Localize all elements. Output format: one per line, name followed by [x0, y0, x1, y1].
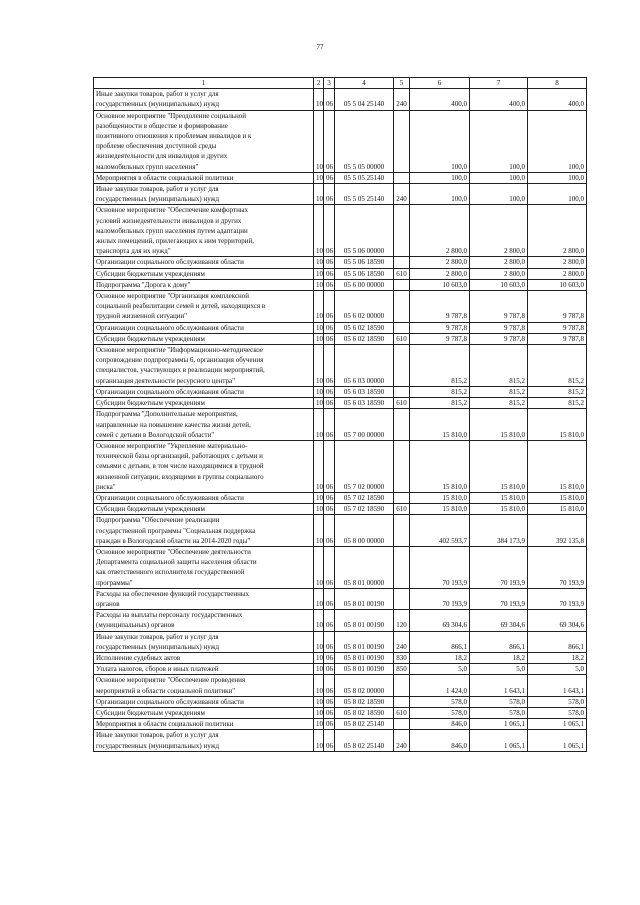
row-amount-col8: 1 643,1 — [528, 675, 587, 696]
row-subsection: 06 — [324, 110, 335, 172]
row-amount-col8: 100,0 — [528, 184, 587, 205]
row-section: 10 — [314, 492, 324, 503]
table-row — [94, 89, 587, 110]
row-section: 10 — [314, 322, 324, 333]
row-amount-col8: 392 135,8 — [528, 515, 587, 547]
row-section: 10 — [314, 257, 324, 268]
row-expense-type — [394, 386, 410, 397]
row-expense-type: 610 — [394, 504, 410, 515]
row-amount-col8: 18,2 — [528, 652, 587, 663]
row-section: 10 — [314, 664, 324, 675]
row-amount-col7: 15 810,0 — [470, 504, 528, 515]
row-target-article: 05 8 01 00000 — [335, 546, 394, 588]
row-expense-type — [394, 546, 410, 588]
row-target-article: 05 6 02 18590 — [335, 333, 394, 344]
row-amount-col6: 15 810,0 — [410, 492, 470, 503]
row-amount-col7: 1 643,1 — [470, 675, 528, 696]
row-target-article: 05 7 00 00000 — [335, 409, 394, 441]
row-amount-col7: 15 810,0 — [470, 440, 528, 492]
row-amount-col8: 9 787,8 — [528, 322, 587, 333]
row-name: Организации социального обслуживания области — [94, 696, 314, 707]
row-expense-type — [394, 257, 410, 268]
page-number: 77 — [316, 43, 324, 51]
row-section: 10 — [314, 205, 324, 257]
row-section: 10 — [314, 291, 324, 323]
header-col-2: 2 — [314, 78, 324, 89]
row-amount-col6: 578,0 — [410, 707, 470, 718]
row-subsection: 06 — [324, 588, 335, 609]
row-section: 10 — [314, 696, 324, 707]
row-subsection: 06 — [324, 652, 335, 663]
row-amount-col8: 5,0 — [528, 664, 587, 675]
header-col-3: 3 — [324, 78, 335, 89]
table-row — [94, 440, 587, 492]
table-row — [94, 172, 587, 183]
row-amount-col6: 400,0 — [410, 89, 470, 110]
row-name: Субсидии бюджетным учреждениям — [94, 398, 314, 409]
row-section: 10 — [314, 631, 324, 652]
row-amount-col6: 402 593,7 — [410, 515, 470, 547]
header-col-7: 7 — [470, 78, 528, 89]
row-name: Субсидии бюджетным учреждениям — [94, 333, 314, 344]
row-amount-col8: 70 193,9 — [528, 588, 587, 609]
row-subsection: 06 — [324, 89, 335, 110]
row-target-article: 05 8 02 18590 — [335, 696, 394, 707]
row-target-article: 05 5 05 25140 — [335, 184, 394, 205]
row-target-article: 05 8 01 00190 — [335, 664, 394, 675]
row-name: Субсидии бюджетным учреждениям — [94, 268, 314, 279]
row-amount-col8: 578,0 — [528, 696, 587, 707]
row-expense-type — [394, 345, 410, 387]
table-row — [94, 504, 587, 515]
row-subsection: 06 — [324, 610, 335, 631]
row-expense-type — [394, 205, 410, 257]
row-amount-col8: 15 810,0 — [528, 492, 587, 503]
row-amount-col6: 100,0 — [410, 110, 470, 172]
row-amount-col7: 9 787,8 — [470, 322, 528, 333]
table-row — [94, 675, 587, 696]
row-name: Основное мероприятие "Преодоление социальной разобщенности в обществе и формирование позитивного отношения к проблемам инвалидов и к проблеме обеспечения доступной среды жизнедеятельности для инвалидов и других маломобильных групп населения" — [94, 110, 314, 172]
row-amount-col6: 18,2 — [410, 652, 470, 663]
row-expense-type — [394, 279, 410, 290]
row-subsection: 06 — [324, 172, 335, 183]
row-amount-col8: 866,1 — [528, 631, 587, 652]
row-target-article: 05 7 02 00000 — [335, 440, 394, 492]
row-amount-col8: 100,0 — [528, 110, 587, 172]
row-expense-type: 240 — [394, 184, 410, 205]
row-amount-col8: 2 800,0 — [528, 257, 587, 268]
row-amount-col7: 400,0 — [470, 89, 528, 110]
row-amount-col7: 384 173,9 — [470, 515, 528, 547]
row-name: Иные закупки товаров, работ и услуг для государственных (муниципальных) нужд — [94, 184, 314, 205]
row-amount-col8: 2 800,0 — [528, 205, 587, 257]
table-row — [94, 291, 587, 323]
row-amount-col7: 1 065,1 — [470, 730, 528, 751]
row-expense-type: 610 — [394, 333, 410, 344]
row-amount-col8: 2 800,0 — [528, 268, 587, 279]
row-subsection: 06 — [324, 515, 335, 547]
row-amount-col8: 815,2 — [528, 345, 587, 387]
row-section: 10 — [314, 279, 324, 290]
row-subsection: 06 — [324, 205, 335, 257]
row-amount-col8: 15 810,0 — [528, 504, 587, 515]
row-subsection: 06 — [324, 279, 335, 290]
table-row — [94, 631, 587, 652]
table-row — [94, 588, 587, 609]
row-target-article: 05 5 06 18590 — [335, 268, 394, 279]
row-expense-type — [394, 515, 410, 547]
row-expense-type — [394, 675, 410, 696]
row-expense-type: 610 — [394, 707, 410, 718]
row-amount-col6: 70 193,9 — [410, 588, 470, 609]
row-amount-col7: 578,0 — [470, 696, 528, 707]
row-target-article: 05 8 02 00000 — [335, 675, 394, 696]
row-amount-col6: 15 810,0 — [410, 440, 470, 492]
row-amount-col7: 5,0 — [470, 664, 528, 675]
table-row — [94, 279, 587, 290]
row-expense-type: 240 — [394, 89, 410, 110]
table-row — [94, 398, 587, 409]
row-target-article: 05 6 03 00000 — [335, 345, 394, 387]
row-subsection: 06 — [324, 707, 335, 718]
row-name: Подпрограмма "Дополнительные мероприятия, направленные на повышение качества жизни детей, семей с детьми в Вологодской области" — [94, 409, 314, 441]
row-expense-type — [394, 719, 410, 730]
row-name: Основное мероприятие "Обеспечение деятельности Департамента социальной защиты населения области как ответственного исполнителя государственной программы" — [94, 546, 314, 588]
row-section: 10 — [314, 345, 324, 387]
row-amount-col7: 100,0 — [470, 184, 528, 205]
row-amount-col8: 578,0 — [528, 707, 587, 718]
row-section: 10 — [314, 440, 324, 492]
row-section: 10 — [314, 652, 324, 663]
row-amount-col8: 100,0 — [528, 172, 587, 183]
table-header-row — [94, 78, 587, 89]
row-subsection: 06 — [324, 291, 335, 323]
row-target-article: 05 8 01 00190 — [335, 652, 394, 663]
row-subsection: 06 — [324, 492, 335, 503]
row-amount-col8: 1 065,1 — [528, 719, 587, 730]
row-section: 10 — [314, 719, 324, 730]
row-target-article: 05 6 02 18590 — [335, 322, 394, 333]
row-amount-col6: 70 193,9 — [410, 546, 470, 588]
row-amount-col7: 1 065,1 — [470, 719, 528, 730]
row-target-article: 05 5 06 18590 — [335, 257, 394, 268]
row-subsection: 06 — [324, 345, 335, 387]
row-subsection: 06 — [324, 730, 335, 751]
row-subsection: 06 — [324, 546, 335, 588]
row-amount-col6: 15 810,0 — [410, 504, 470, 515]
row-subsection: 06 — [324, 440, 335, 492]
row-amount-col6: 100,0 — [410, 184, 470, 205]
row-amount-col8: 9 787,8 — [528, 291, 587, 323]
row-amount-col7: 9 787,8 — [470, 291, 528, 323]
table-row — [94, 610, 587, 631]
row-expense-type: 610 — [394, 268, 410, 279]
row-target-article: 05 8 01 00190 — [335, 610, 394, 631]
row-amount-col8: 15 810,0 — [528, 440, 587, 492]
row-target-article: 05 5 06 00000 — [335, 205, 394, 257]
row-amount-col8: 70 193,9 — [528, 546, 587, 588]
row-subsection: 06 — [324, 257, 335, 268]
row-amount-col7: 815,2 — [470, 386, 528, 397]
row-section: 10 — [314, 730, 324, 751]
row-name: Подпрограмма "Дорога к дому" — [94, 279, 314, 290]
row-amount-col7: 578,0 — [470, 707, 528, 718]
row-amount-col6: 100,0 — [410, 172, 470, 183]
row-target-article: 05 5 05 00000 — [335, 110, 394, 172]
row-amount-col6: 5,0 — [410, 664, 470, 675]
table-row — [94, 386, 587, 397]
row-subsection: 06 — [324, 696, 335, 707]
row-name: Основное мероприятие "Обеспечение комфортных условий жизнедеятельности инвалидов и других маломобильных групп населения путем адаптации жилых помещений, прилегающих к ним территорий, транспорта для их нужд" — [94, 205, 314, 257]
table-row — [94, 664, 587, 675]
row-amount-col6: 2 800,0 — [410, 257, 470, 268]
row-amount-col6: 15 810,0 — [410, 409, 470, 441]
row-section: 10 — [314, 707, 324, 718]
row-subsection: 06 — [324, 333, 335, 344]
row-section: 10 — [314, 184, 324, 205]
row-section: 10 — [314, 110, 324, 172]
table-row — [94, 515, 587, 547]
table-row — [94, 268, 587, 279]
row-amount-col6: 2 800,0 — [410, 205, 470, 257]
table-row — [94, 707, 587, 718]
row-section: 10 — [314, 398, 324, 409]
row-expense-type — [394, 492, 410, 503]
table-row — [94, 652, 587, 663]
row-name: Подпрограмма "Обеспечение реализации государственной программы "Социальная поддержка граждан в Вологодской области на 2014-2020 годы" — [94, 515, 314, 547]
row-amount-col6: 846,0 — [410, 730, 470, 751]
table-row — [94, 730, 587, 751]
table-row — [94, 257, 587, 268]
row-amount-col6: 846,0 — [410, 719, 470, 730]
row-expense-type — [394, 322, 410, 333]
row-subsection: 06 — [324, 675, 335, 696]
row-section: 10 — [314, 386, 324, 397]
row-amount-col8: 815,2 — [528, 386, 587, 397]
table-row — [94, 492, 587, 503]
header-col-4: 4 — [335, 78, 394, 89]
row-expense-type: 240 — [394, 631, 410, 652]
row-target-article: 05 8 02 18590 — [335, 707, 394, 718]
row-name: Исполнение судебных актов — [94, 652, 314, 663]
row-name: Основное мероприятие "Укрепление материально- технической базы организаций, работающих с детьми и семьями с детьми, в том числе находящимися в трудной жизненной ситуации, входящими в группы социального риска" — [94, 440, 314, 492]
row-name: Основное мероприятие "Информационно-методическое сопровождение подпрограммы 6, организация обучения специалистов, участвующих в реализации мероприятий, организация деятельности ресурсного центра" — [94, 345, 314, 387]
row-expense-type — [394, 588, 410, 609]
row-amount-col7: 2 800,0 — [470, 268, 528, 279]
table-row — [94, 110, 587, 172]
row-amount-col6: 866,1 — [410, 631, 470, 652]
row-name: Иные закупки товаров, работ и услуг для государственных (муниципальных) нужд — [94, 730, 314, 751]
row-name: Иные закупки товаров, работ и услуг для государственных (муниципальных) нужд — [94, 631, 314, 652]
row-amount-col8: 10 603,0 — [528, 279, 587, 290]
row-amount-col7: 815,2 — [470, 345, 528, 387]
row-subsection: 06 — [324, 398, 335, 409]
header-col-5: 5 — [394, 78, 410, 89]
row-subsection: 06 — [324, 184, 335, 205]
row-expense-type — [394, 172, 410, 183]
row-section: 10 — [314, 675, 324, 696]
row-amount-col7: 15 810,0 — [470, 409, 528, 441]
row-name: Организации социального обслуживания области — [94, 492, 314, 503]
row-section: 10 — [314, 333, 324, 344]
row-name: Организации социального обслуживания области — [94, 322, 314, 333]
row-amount-col6: 815,2 — [410, 345, 470, 387]
header-col-1: 1 — [94, 78, 314, 89]
row-amount-col8: 9 787,8 — [528, 333, 587, 344]
row-subsection: 06 — [324, 719, 335, 730]
row-target-article: 05 8 01 00190 — [335, 631, 394, 652]
row-expense-type: 240 — [394, 730, 410, 751]
row-amount-col8: 1 065,1 — [528, 730, 587, 751]
row-amount-col7: 815,2 — [470, 398, 528, 409]
row-expense-type — [394, 110, 410, 172]
row-amount-col7: 69 304,6 — [470, 610, 528, 631]
row-amount-col7: 866,1 — [470, 631, 528, 652]
row-name: Организации социального обслуживания области — [94, 257, 314, 268]
row-target-article: 05 6 00 00000 — [335, 279, 394, 290]
table-row — [94, 205, 587, 257]
row-target-article: 05 7 02 18590 — [335, 504, 394, 515]
table-row — [94, 184, 587, 205]
row-section: 10 — [314, 610, 324, 631]
table-row — [94, 345, 587, 387]
row-amount-col6: 578,0 — [410, 696, 470, 707]
row-name: Расходы на обеспечение функций государственных органов — [94, 588, 314, 609]
row-subsection: 06 — [324, 409, 335, 441]
row-amount-col7: 70 193,9 — [470, 588, 528, 609]
row-subsection: 06 — [324, 386, 335, 397]
row-target-article: 05 8 02 25140 — [335, 730, 394, 751]
row-amount-col8: 400,0 — [528, 89, 587, 110]
row-amount-col8: 15 810,0 — [528, 409, 587, 441]
row-subsection: 06 — [324, 631, 335, 652]
row-section: 10 — [314, 89, 324, 110]
row-expense-type: 850 — [394, 664, 410, 675]
row-target-article: 05 6 03 18590 — [335, 398, 394, 409]
row-amount-col6: 815,2 — [410, 386, 470, 397]
row-name: Мероприятия в области социальной политики — [94, 719, 314, 730]
row-amount-col7: 70 193,9 — [470, 546, 528, 588]
row-amount-col6: 815,2 — [410, 398, 470, 409]
row-amount-col7: 18,2 — [470, 652, 528, 663]
row-target-article: 05 6 03 18590 — [335, 386, 394, 397]
row-amount-col6: 69 304,6 — [410, 610, 470, 631]
row-target-article: 05 5 04 25140 — [335, 89, 394, 110]
row-target-article: 05 6 02 00000 — [335, 291, 394, 323]
row-subsection: 06 — [324, 664, 335, 675]
row-amount-col6: 2 800,0 — [410, 268, 470, 279]
row-expense-type — [394, 696, 410, 707]
row-name: Основное мероприятие "Организация комплексной социальной реабилитации семей и детей, находящихся в трудной жизненной ситуации" — [94, 291, 314, 323]
row-amount-col8: 815,2 — [528, 398, 587, 409]
row-name: Основное мероприятие "Обеспечение проведения мероприятий в области социальной политики" — [94, 675, 314, 696]
row-name: Расходы на выплаты персоналу государственных (муниципальных) органов — [94, 610, 314, 631]
row-expense-type: 830 — [394, 652, 410, 663]
table-row — [94, 409, 587, 441]
row-amount-col7: 100,0 — [470, 110, 528, 172]
row-name: Иные закупки товаров, работ и услуг для государственных (муниципальных) нужд — [94, 89, 314, 110]
row-expense-type — [394, 409, 410, 441]
row-amount-col6: 9 787,8 — [410, 322, 470, 333]
row-name: Субсидии бюджетным учреждениям — [94, 504, 314, 515]
table-row — [94, 333, 587, 344]
row-target-article: 05 5 05 25140 — [335, 172, 394, 183]
row-amount-col6: 9 787,8 — [410, 333, 470, 344]
header-col-6: 6 — [410, 78, 470, 89]
row-target-article: 05 8 01 00190 — [335, 588, 394, 609]
row-target-article: 05 8 00 00000 — [335, 515, 394, 547]
row-section: 10 — [314, 172, 324, 183]
row-amount-col6: 9 787,8 — [410, 291, 470, 323]
row-amount-col8: 69 304,6 — [528, 610, 587, 631]
row-section: 10 — [314, 504, 324, 515]
budget-table — [93, 77, 587, 752]
row-amount-col7: 100,0 — [470, 172, 528, 183]
row-section: 10 — [314, 409, 324, 441]
row-section: 10 — [314, 546, 324, 588]
row-amount-col6: 10 603,0 — [410, 279, 470, 290]
table-row — [94, 696, 587, 707]
row-amount-col7: 2 800,0 — [470, 205, 528, 257]
row-subsection: 06 — [324, 268, 335, 279]
row-section: 10 — [314, 588, 324, 609]
row-name: Субсидии бюджетным учреждениям — [94, 707, 314, 718]
row-expense-type: 610 — [394, 398, 410, 409]
row-section: 10 — [314, 515, 324, 547]
row-amount-col6: 1 424,0 — [410, 675, 470, 696]
row-target-article: 05 8 02 25140 — [335, 719, 394, 730]
row-name: Организации социального обслуживания области — [94, 386, 314, 397]
header-col-8: 8 — [528, 78, 587, 89]
row-amount-col7: 9 787,8 — [470, 333, 528, 344]
row-subsection: 06 — [324, 322, 335, 333]
row-name: Мероприятия в области социальной политики — [94, 172, 314, 183]
table-row — [94, 546, 587, 588]
row-amount-col7: 15 810,0 — [470, 492, 528, 503]
row-amount-col7: 10 603,0 — [470, 279, 528, 290]
row-target-article: 05 7 02 18590 — [335, 492, 394, 503]
row-section: 10 — [314, 268, 324, 279]
row-expense-type — [394, 440, 410, 492]
row-amount-col7: 2 800,0 — [470, 257, 528, 268]
row-expense-type: 120 — [394, 610, 410, 631]
table-row — [94, 719, 587, 730]
row-expense-type — [394, 291, 410, 323]
table-row — [94, 322, 587, 333]
row-name: Уплата налогов, сборов и иных платежей — [94, 664, 314, 675]
row-subsection: 06 — [324, 504, 335, 515]
